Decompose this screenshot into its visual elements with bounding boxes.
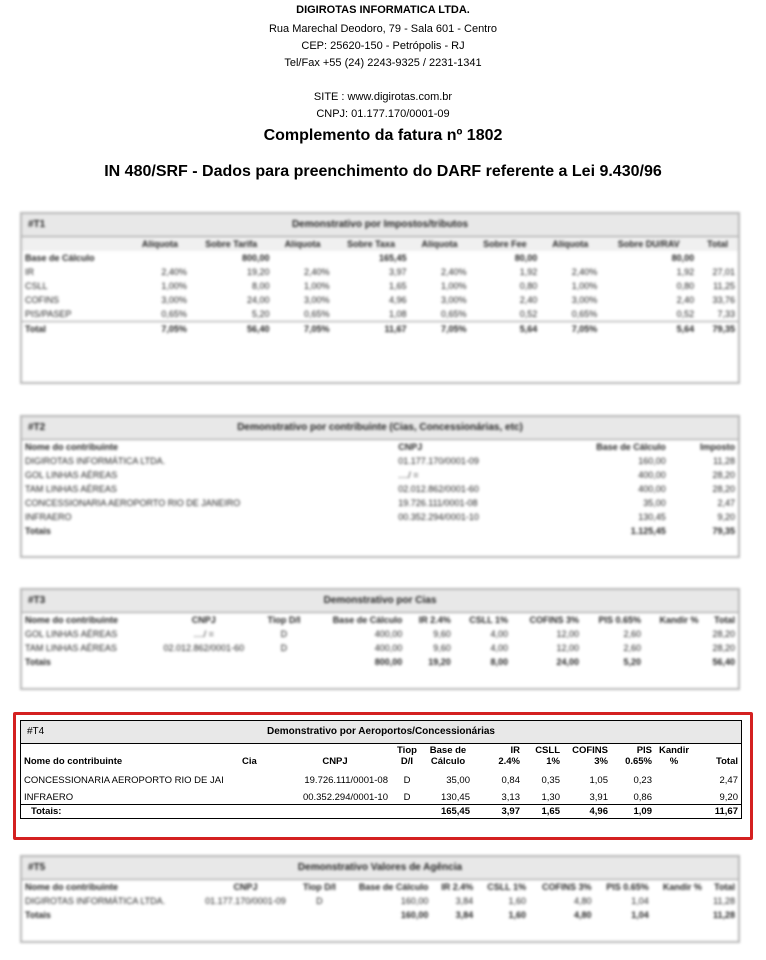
t5-header (22, 857, 738, 880)
t4-header (21, 721, 741, 744)
table-cell: 27,01 (712, 267, 735, 277)
totals-row (22, 524, 738, 538)
table-row (22, 641, 738, 655)
table-cell: 160,00 (638, 456, 666, 466)
t4-cell-nome: INFRAERO (24, 792, 74, 803)
table-cell: 0,65% (571, 309, 598, 319)
table-cell: 1,04 (631, 910, 649, 920)
table-cell: 0,80 (519, 281, 538, 291)
t1-col-headers (22, 237, 738, 251)
t4-total-base: 165,45 (423, 805, 473, 819)
table-cell: 4,00 (490, 629, 509, 639)
table-cell: 5,20 (623, 657, 641, 667)
table-cell (644, 655, 702, 669)
t4-cell-tiop: D (403, 792, 411, 803)
t4-cell-ir: 0,84 (501, 775, 520, 786)
col-header: Nome do contribuinte (25, 442, 118, 452)
table-row (22, 894, 738, 908)
table-cell: 1,60 (508, 896, 527, 906)
table-t3 (20, 588, 740, 690)
table-cell: 19,20 (247, 267, 270, 277)
table-cell: 1,00% (440, 281, 467, 291)
table-cell: 0,65% (440, 309, 467, 319)
table-row (22, 293, 738, 307)
table-cell: 160,00 (400, 910, 429, 920)
table-cell: 0,80 (676, 281, 695, 291)
t4-cell-cnpj: 19.726.111/0001-08 (304, 775, 388, 786)
table-cell: 8,00 (490, 657, 509, 667)
row-label: IR (25, 267, 34, 277)
col-header: Base de Cálculo (596, 442, 666, 452)
col-header: Tiop D/I (302, 882, 336, 892)
table-cell: Totais (25, 910, 51, 920)
table-cell: 1,08 (388, 309, 407, 319)
table-cell (395, 524, 541, 538)
t4-cell-cnpj: 00.352.294/0001-10 (302, 792, 388, 803)
t4-total-csll: 1,65 (523, 805, 563, 819)
table-row (22, 265, 738, 279)
table-cell: 2,47 (717, 498, 735, 508)
table-cell: 11,67 (384, 324, 407, 334)
table-cell: Totais (25, 657, 51, 667)
table-cell: 4,96 (388, 295, 407, 305)
table-row (22, 279, 738, 293)
table-cell: 28,20 (712, 643, 735, 653)
table-t4 (20, 720, 742, 819)
t4-title: Demonstrativo por Aeroportos/Concessionárias (266, 726, 495, 737)
table-cell: 11,25 (713, 281, 735, 291)
totals-row (22, 908, 738, 922)
table-cell: 2,40% (161, 267, 187, 277)
t4-col-base: Base de Cálculo (429, 745, 467, 767)
col-header: Base de Cálculo (358, 882, 429, 892)
row-label: COFINS (25, 295, 60, 305)
t4-cell-base: 130,45 (440, 792, 470, 803)
table-t5 (20, 855, 740, 943)
t4-table (21, 744, 741, 818)
t4-total-kandir (655, 805, 693, 819)
table-cell: GOL LINHAS AÉREAS (25, 629, 118, 639)
table-cell: 800,00 (374, 657, 403, 667)
table-cell: 24,00 (247, 295, 270, 305)
t4-cell-kandir (655, 791, 693, 805)
t1-col: Sobre Taxa (333, 237, 410, 251)
t1-col: Sobre DU/RAV (600, 237, 697, 251)
page-title: Complemento da fatura nº 1802 (263, 127, 503, 144)
t1-col: Alíquota (540, 237, 600, 251)
t1-col: Alíquota (410, 237, 470, 251)
table-cell: 5,64 (519, 324, 538, 334)
table-cell: 01.177.170/0001-09 (205, 896, 286, 906)
col-header: IR 2.4% (418, 615, 451, 625)
table-row (22, 307, 738, 322)
col-header: Base de Cálculo (332, 615, 403, 625)
row-label: PIS/PASEP (25, 309, 72, 319)
t4-col-csll: CSLL 1% (535, 745, 560, 767)
table-cell: 0,65% (304, 309, 330, 319)
col-header: Nome do contribuinte (25, 615, 118, 625)
table-cell: 02.012.862/0001-60 (163, 643, 245, 653)
table-cell: 56,40 (712, 657, 735, 667)
t3-table (22, 613, 738, 669)
table-cell (297, 908, 343, 922)
col-header: Imposto (700, 442, 735, 452)
t1-base-value: 80,00 (671, 253, 695, 263)
table-cell (194, 908, 296, 922)
table-cell: 3,00% (440, 295, 467, 305)
col-header: PIS 0.65% (598, 615, 641, 625)
t4-cell-cia (239, 774, 279, 787)
t1-col: Sobre Fee (470, 237, 541, 251)
table-cell: 2,60 (623, 643, 641, 653)
table-cell: 11,28 (713, 896, 735, 906)
table-cell: 5,20 (252, 309, 270, 319)
table-cell: 0,52 (676, 309, 695, 319)
table-cell: 160,00 (400, 896, 429, 906)
col-header: COFINS 3% (529, 615, 579, 625)
t4-col-tiop: Tiop D/I (397, 745, 417, 767)
t3-id: #T3 (28, 595, 46, 606)
table-cell: 1,00% (304, 281, 330, 291)
t4-cell-csll: 1,30 (541, 792, 560, 803)
t2-table (22, 440, 738, 538)
table-cell: 9,20 (717, 512, 735, 522)
t4-total-ir: 3,97 (473, 805, 523, 819)
table-cell: 12,00 (556, 643, 579, 653)
table-cell: ..../ = (193, 629, 214, 639)
table-cell: 400,00 (638, 470, 666, 480)
table-cell: 7,05% (161, 324, 187, 334)
table-cell: 28,20 (712, 484, 735, 494)
company-cep: CEP: 25620-150 - Petrópolis - RJ (301, 40, 465, 52)
totals-row (22, 322, 738, 337)
company-name: DIGIROTAS INFORMATICA LTDA. (296, 4, 470, 16)
company-site: SITE : www.digirotas.com.br (313, 91, 453, 103)
t1-col: Total (697, 237, 738, 251)
table-cell (148, 655, 259, 669)
table-cell: 19,20 (428, 657, 451, 667)
t1-rows (22, 265, 738, 336)
t5-table (22, 880, 738, 922)
table-cell: 2,40 (519, 295, 538, 305)
table-cell: 35,00 (643, 498, 666, 508)
col-header: IR 2.4% (441, 882, 474, 892)
table-cell: 3,84 (455, 896, 474, 906)
table-cell: 2,40% (571, 267, 598, 277)
table-cell (259, 655, 309, 669)
col-header: CNPJ (398, 442, 423, 452)
table-cell: DIGIROTAS INFORMÁTICA LTDA. (25, 896, 166, 906)
t1-header (22, 214, 738, 237)
t4-col-cnpj: CNPJ (322, 756, 348, 767)
table-row (22, 627, 738, 641)
table-cell: 400,00 (374, 629, 403, 639)
table-cell: 28,20 (712, 470, 735, 480)
table-cell: 12,00 (556, 629, 579, 639)
t4-col-pis: PIS 0.65% (625, 745, 652, 767)
table-row (21, 774, 741, 787)
table-cell: 0,52 (519, 309, 538, 319)
col-header: CSLL 1% (487, 882, 527, 892)
t4-col-total: Total (716, 756, 738, 767)
row-label: CSLL (25, 281, 48, 291)
col-header: Kandir % (662, 882, 702, 892)
t4-total-cofins: 4,96 (563, 805, 611, 819)
t4-col-kandir: Kandir % (658, 745, 690, 767)
col-header: CNPJ (191, 615, 216, 625)
t4-cell-total: 2,47 (719, 775, 738, 786)
table-cell: 56,40 (247, 324, 270, 334)
t1-base-label: Base de Cálculo (25, 253, 95, 263)
t4-cell-base: 35,00 (446, 775, 470, 786)
col-header: Total (714, 615, 735, 625)
table-cell: 7,33 (717, 309, 735, 319)
t4-col-nome: Nome do contribuinte (24, 756, 123, 767)
t2-title: Demonstrativo por contribuinte (Cias, Concessionárias, etc) (237, 422, 523, 433)
table-row (22, 510, 738, 524)
table-cell: 0,65% (161, 309, 187, 319)
table-t1 (20, 212, 740, 384)
t3-title: Demonstrativo por Cias (323, 595, 437, 606)
table-cell: 130,45 (638, 512, 666, 522)
table-cell: 19.726.111/0001-08 (398, 498, 478, 508)
table-cell: 7,05% (304, 324, 330, 334)
table-cell: 7,05% (440, 324, 467, 334)
table-cell: INFRAERO (25, 512, 72, 522)
col-headers (22, 880, 738, 894)
table-cell: 4,80 (574, 896, 592, 906)
t4-totals-row (21, 805, 741, 819)
t1-base-value: 165,45 (378, 253, 407, 263)
table-cell: 00.352.294/0001-10 (398, 512, 479, 522)
table-cell: TAM LINHAS AÉREAS (25, 484, 117, 494)
company-address: Rua Marechal Deodoro, 79 - Sala 601 - Centro (268, 23, 498, 35)
t5-title: Demonstrativo Valores de Agência (297, 862, 463, 873)
table-cell: 9,60 (433, 629, 451, 639)
t4-cell-tiop: D (403, 775, 411, 786)
table-cell: 11,28 (712, 910, 735, 920)
table-cell: 7,05% (571, 324, 598, 334)
table-cell: 3,00% (571, 295, 598, 305)
table-cell: TAM LINHAS AÉREAS (25, 643, 117, 653)
table-cell: 9,60 (433, 643, 451, 653)
t4-cell-kandir (655, 774, 693, 787)
table-cell: 24,00 (556, 657, 579, 667)
col-headers (22, 613, 738, 627)
t1-base-value: 80,00 (514, 253, 538, 263)
t2-header (22, 417, 738, 440)
table-row (22, 482, 738, 496)
t1-table (22, 237, 738, 336)
table-cell: D (280, 629, 288, 639)
t1-base-value: 800,00 (242, 253, 270, 263)
table-cell: 400,00 (374, 643, 403, 653)
table-cell: ..../ = (398, 470, 419, 480)
table-cell: 400,00 (638, 484, 666, 494)
table-cell: 01.177.170/0001-09 (398, 456, 479, 466)
table-cell: 1,60 (508, 910, 527, 920)
t2-id: #T2 (28, 422, 46, 433)
col-header: Total (714, 882, 735, 892)
t1-id: #T1 (28, 219, 46, 230)
table-cell: 1,00% (571, 281, 598, 291)
table-cell: D (316, 896, 323, 906)
table-cell: 2,40% (440, 267, 467, 277)
table-cell: 28,20 (712, 629, 735, 639)
col-header: CNPJ (233, 882, 258, 892)
t1-base-row (22, 251, 738, 265)
table-cell (652, 894, 705, 908)
table-cell: 33,76 (712, 295, 735, 305)
table-cell: 8,00 (252, 281, 270, 291)
t4-cell-total: 9,20 (719, 792, 738, 803)
t4-cell-cia (239, 791, 279, 805)
table-cell: 1,65 (388, 281, 407, 291)
company-phone: Tel/Fax +55 (24) 2243-9325 / 2231-1341 (284, 57, 482, 69)
t5-id: #T5 (28, 862, 46, 873)
t4-cell-pis: 0,86 (633, 792, 652, 803)
t4-total-total: 11,67 (693, 805, 741, 819)
table-cell: 79,35 (712, 526, 735, 536)
table-cell (644, 627, 702, 641)
col-header: CSLL 1% (469, 615, 509, 625)
table-cell: 2,40% (304, 267, 330, 277)
table-row (22, 468, 738, 482)
page-subtitle: IN 480/SRF - Dados para preenchimento do DARF referente a Lei 9.430/96 (104, 163, 662, 180)
t4-total-pis: 1,09 (611, 805, 655, 819)
table-cell: 1.125,45 (630, 526, 666, 536)
t3-rows (22, 613, 738, 669)
table-cell: 3,84 (455, 910, 474, 920)
table-cell: GOL LINHAS AÉREAS (25, 470, 118, 480)
t2-rows (22, 440, 738, 538)
table-cell: 3,00% (161, 295, 187, 305)
table-cell (652, 908, 705, 922)
t4-cell-nome: CONCESSIONARIA AEROPORTO RIO DE JAI (24, 775, 224, 786)
col-headers (22, 440, 738, 454)
table-cell: 1,92 (519, 267, 538, 277)
table-cell: 3,00% (304, 295, 330, 305)
table-cell: 11,28 (713, 456, 735, 466)
table-cell: 02.012.862/0001-60 (398, 484, 479, 494)
t4-cell-ir: 3,13 (501, 792, 520, 803)
t3-header (22, 590, 738, 613)
company-cnpj: CNPJ: 01.177.170/0001-09 (316, 108, 450, 120)
table-cell: Totais (25, 526, 51, 536)
t4-cell-cofins: 3,91 (589, 792, 608, 803)
table-cell: CONCESSIONARIA AEROPORTO RIO DE JANEIRO (25, 498, 241, 508)
t1-title: Demonstrativo por Impostos/tributos (291, 219, 469, 230)
t4-totals-label: Totais: (21, 805, 239, 819)
table-cell: 1,04 (631, 896, 649, 906)
table-cell: 2,40 (676, 295, 695, 305)
table-cell: 1,92 (676, 267, 695, 277)
row-label: Total (25, 324, 46, 334)
col-header: Tiop D/I (267, 615, 301, 625)
t1-col: Sobre Tarifa (190, 237, 273, 251)
col-header: Nome do contribuinte (25, 882, 118, 892)
col-header: PIS 0.65% (606, 882, 649, 892)
t5-rows (22, 880, 738, 922)
table-t2 (20, 415, 740, 558)
table-row (21, 791, 741, 805)
table-cell: D (280, 643, 288, 653)
table-cell: 1,00% (161, 281, 187, 291)
col-header: Kandir % (659, 615, 699, 625)
t4-cell-csll: 0,35 (541, 775, 560, 786)
t4-col-headers (21, 744, 741, 768)
t1-col: Alíquota (273, 237, 333, 251)
t4-cell-cofins: 1,05 (589, 775, 608, 786)
table-cell: 3,97 (388, 267, 407, 277)
table-row (22, 496, 738, 510)
t4-id: #T4 (27, 726, 45, 737)
totals-row (22, 655, 738, 669)
table-row (22, 454, 738, 468)
t4-col-cofins: COFINS 3% (572, 745, 608, 767)
table-cell: 2,60 (623, 629, 641, 639)
table-cell (644, 641, 702, 655)
t4-col-cia: Cia (242, 756, 257, 767)
table-cell: 4,00 (490, 643, 509, 653)
table-cell: 79,35 (712, 324, 735, 334)
t1-col: Alíquota (130, 237, 190, 251)
table-cell: DIGIROTAS INFORMÁTICA LTDA. (25, 456, 166, 466)
t4-col-ir: IR 2.4% (498, 745, 520, 767)
table-cell: 5,64 (676, 324, 695, 334)
table-cell: 4,80 (574, 910, 592, 920)
t4-cell-pis: 0,23 (633, 775, 652, 786)
col-header: COFINS 3% (542, 882, 592, 892)
